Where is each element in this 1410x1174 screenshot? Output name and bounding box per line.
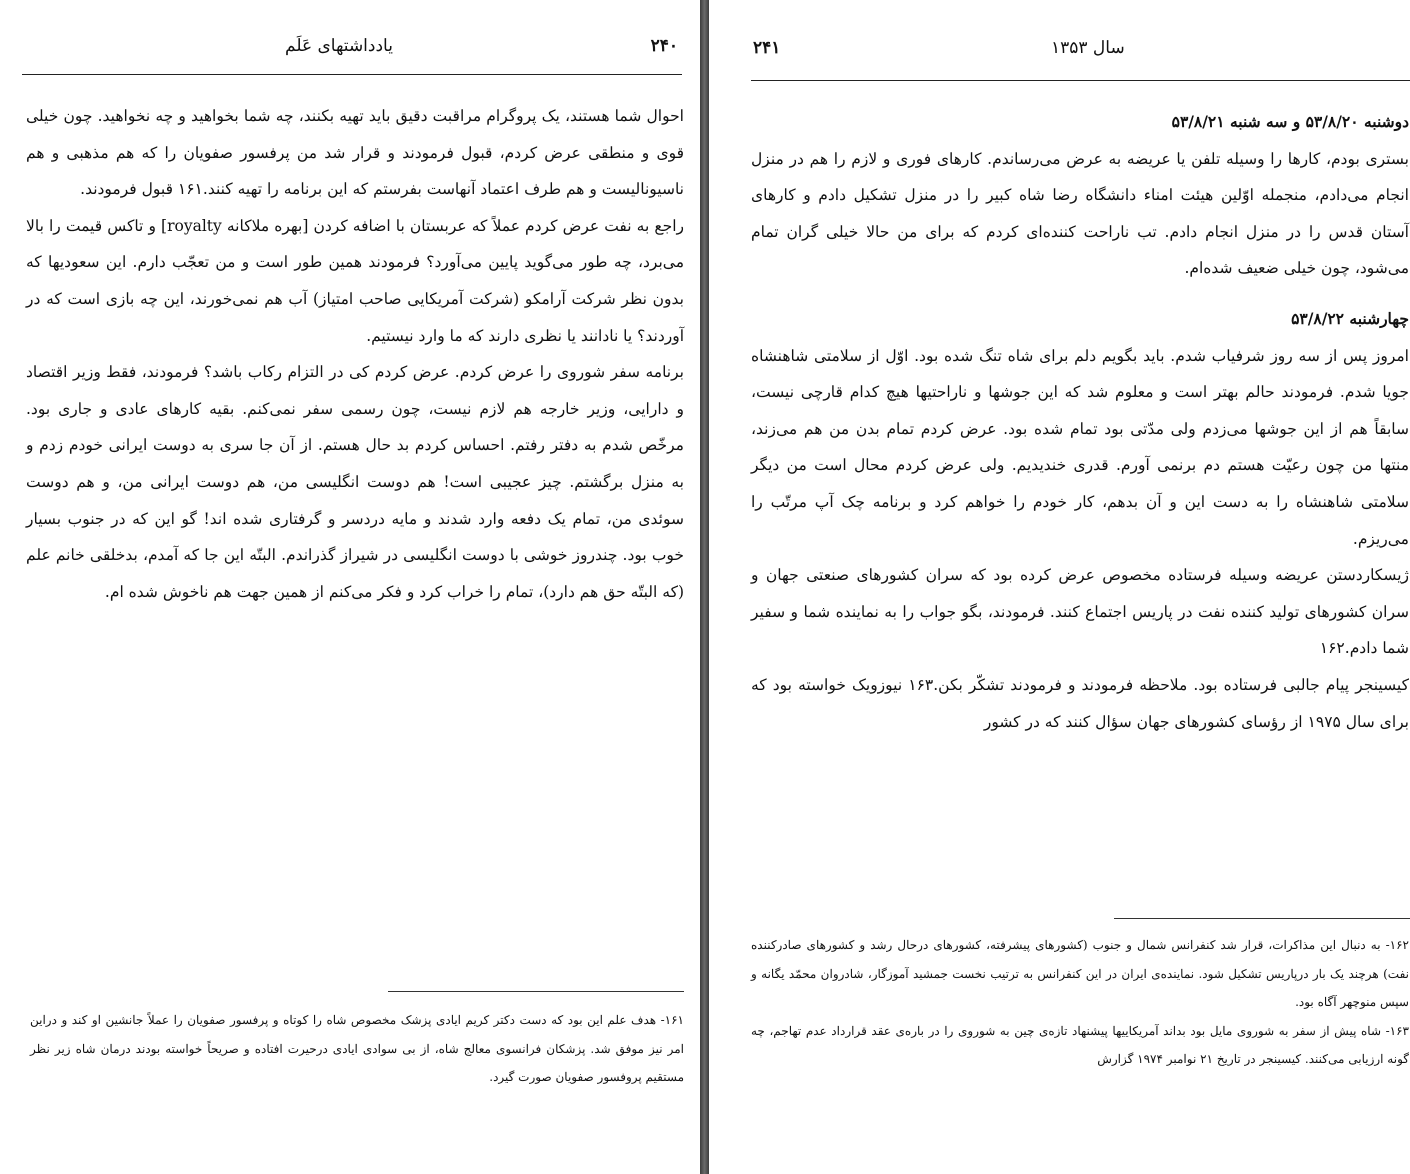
left-header-rule [22,74,682,75]
left-footnote-rule [388,991,684,992]
left-running-title: یادداشتهای عَلَم [285,36,393,56]
right-page [709,0,1410,1174]
right-paragraph: ژیسکاردستن عریضه وسیله فرستاده مخصوص عرض کرده بود که سران کشورهای صنعتی جهان و سران کشورهای تولید کننده نفت در پاریس اجتماع کنند. فرمودند، بگو جواب را به نماینده شما و سفیر شما دادم.۱۶۲ [751,566,1409,658]
footnote-161: ۱۶۱- هدف علم این بود که دست دکتر کریم ایادی پزشک مخصوص شاه را کوتاه و پرفسور صفویان را عملاً جانشین او کند و دراین امر نیز موفق شد. پزشکان فرانسوی معالج شاه، از بی سوادی ایادی درحیرت افتاده و صریحاً خواسته بودند درمان شاه زیر نظر مستقیم پروفسور صفویان صورت گیرد. [30,1013,684,1084]
left-paragraph: راجع به نفت عرض کردم عملاً که عربستان با اضافه کردن [بهره ملاکانه royalty] و تاکس قیمت را بالا می‌برد، چه طور می‌گوید پایین می‌آورد؟ فرمودند همین طور است و من تعجّب دارم. این سعودیها که بدون نظر شرکت آرامکو (شرکت آمریکایی صاحب امتیاز) آب هم نمی‌خورند، این چه بازی است که در آوردند؟ یا نادانند یا نظری دارند که ما وارد نیستیم. [26,216,685,345]
right-footnotes [751,931,1409,1074]
footnote-163: ۱۶۳- شاه پیش از سفر به شوروی مایل بود بداند آمریکاییها پیشنهاد تازه‌ی چین به شوروی را در باره‌ی عقد قرارداد عدم تهاجم، چه گونه ارزیابی می‌کنند. کیسینجر در تاریخ ۲۱ نوامبر ۱۹۷۴ گزارش [751,1023,1409,1066]
right-paragraph: امروز پس از سه روز شرفیاب شدم. باید بگویم دلم برای شاه تنگ شده بود. اوّل از سلامتی شاهنشاه جویا شدم. فرمودند حالم بهتر است و معلوم شد که این جوشها و ناراحتیها هیچ کدام قارچی نیست، سابقاً هم از این جوشها می‌زدم ولی مدّتی بود تمام شده بود. عرض کردم تمام بدن من هم می‌زند، منتها من چون رعیّت هستم دم برنمی آورم. قدری خندیدیم. ولی عرض کردم محال است من دیگر سلامتی شاهنشاه را به دست این و آن بدهم، کار خودم را خواهم کرد و برنامه چک آپ مرتّب را می‌ریزم. [751,346,1409,548]
right-paragraph: کیسینجر پیام جالبی فرستاده بود. ملاحظه فرمودند و فرمودند تشکّر بکن.۱۶۳ نیوزویک خواسته بود که برای سال ۱۹۷۵ از رؤسای کشورهای جهان سؤال کنند که در کشور [751,675,1409,731]
left-footnotes [30,1006,684,1092]
entry-date-heading: دوشنبه ۵۳/۸/۲۰ و سه شنبه ۵۳/۸/۲۱ [1171,112,1409,131]
right-header-rule [751,80,1410,81]
right-footnote-rule [1114,918,1410,919]
left-body-text [26,98,684,610]
right-body-text [751,104,1409,740]
entry-date-heading: چهارشنبه ۵۳/۸/۲۲ [1291,308,1409,328]
left-page-number: ۲۴۰ [650,36,678,56]
right-running-title: سال ۱۳۵۳ [1051,38,1125,58]
book-gutter [700,0,709,1174]
left-paragraph: احوال شما هستند، یک پروگرام مراقبت دقیق باید تهیه بکنند، چه شما بخواهید و چه نخواهید. چون خیلی قوی و منطقی عرض کردم، قبول فرمودند و قرار شد من پرفسور صفویان را که هم مذهبی و هم ناسیونالیست و هم طرف اعتماد آنهاست بفرستم که این برنامه را تهیه کنند.۱۶۱ قبول فرمودند. [26,107,684,199]
right-paragraph: بستری بودم، کارها را وسیله تلفن یا عریضه به عرض می‌رساندم. کارهای فوری و لازم را هم در منزل انجام می‌دادم، منجمله اوّلین هیئت امناء دانشگاه رضا شاه کبیر را در منزل تشکیل دادم و کارهای آستان قدس را در منزل انجام دادم. تب ناراحت کننده‌ای کردم که برای من حالا خیلی گران تمام می‌شود، چون خیلی ضعیف شده‌ام. [751,149,1409,278]
footnote-162: ۱۶۲- به دنبال این مذاکرات، قرار شد کنفرانس شمال و جنوب (کشورهای پیشرفته، کشورهای درحال رشد و کشورهای صادرکننده نفت) هرچند یک بار درپاریس تشکیل شود. نماینده‌ی ایران در این کنفرانس به ترتیب نخست جمشید آموزگار، شادروان محمّد یگانه و سپس منوچهر آگاه بود. [751,938,1409,1009]
left-paragraph: برنامه سفر شوروی را عرض کردم. عرض کردم کی در التزام رکاب باشد؟ فرمودند، فقط وزیر اقتصاد و دارایی، وزیر خارجه هم لازم نیست، چون رسمی سفر نمی‌کنم. بقیه کارهای عادی و جاری بود. مرخّص شدم به دفتر رفتم. احساس کردم بد حال هستم. از آن جا سری به دوست ایرانی خودم زدم و به منزل برگشتم. چیز عجیبی است! هم دوست انگلیسی من، هم دوست ایرانی من، و هم دوست سوئدی من، تمام یک دفعه وارد شدند و مایه دردسر و گرفتاری شده اند! گو این که در جنوب بسیار خوب بود. چندروز خوشی با دوست انگلیسی در شیراز گذراندم. البتّه این جا که آمدم، بدخلقی خانم علم (که البتّه حق هم دارد)، تمام را خراب کرد و فکر می‌کنم از همین جهت هم ناخوش شده ام. [26,363,684,601]
left-page [0,0,700,1174]
right-page-number: ۲۴۱ [753,38,781,58]
